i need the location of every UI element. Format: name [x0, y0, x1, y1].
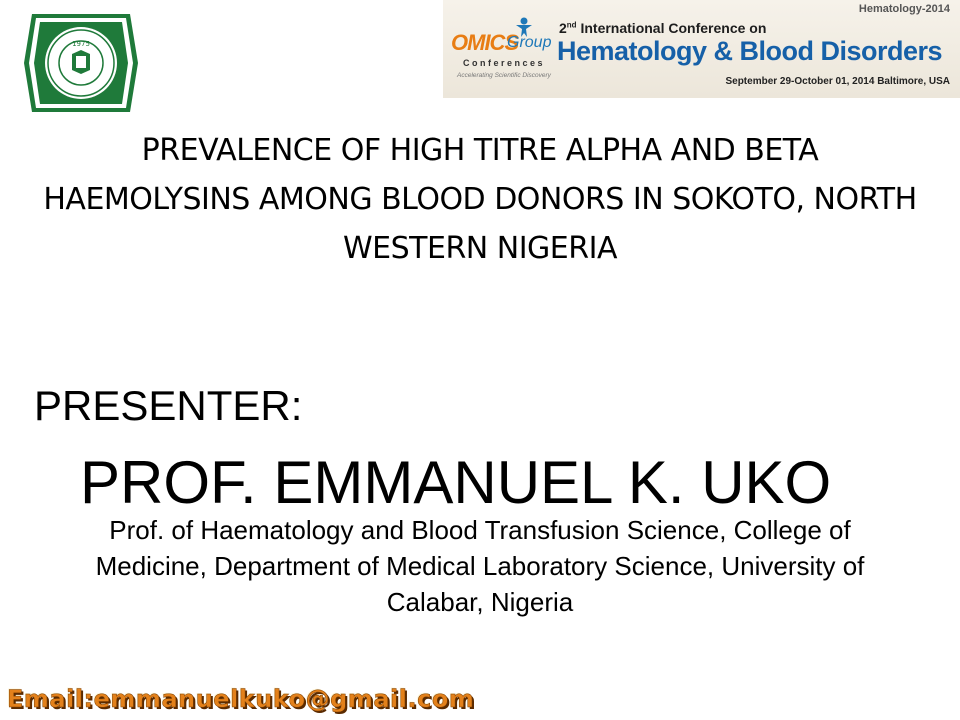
omics-logo — [451, 16, 555, 88]
presenter-email: Email:emmanuelkuko@gmail.com — [7, 685, 475, 713]
conference-name: Hematology & Blood Disorders — [557, 36, 943, 66]
presenter-name: PROF. EMMANUEL K. UKO — [80, 449, 832, 516]
conference-dates: September 29-October 01, 2014 Baltimore, USA — [725, 76, 950, 87]
omics-word: OMICS — [451, 30, 519, 55]
presenter-label: PRESENTER: — [34, 382, 303, 429]
conferences-word: Conferences — [463, 58, 546, 68]
accelerating-tagline: Accelerating Scientific Discovery — [457, 72, 551, 79]
group-word: Group — [507, 34, 552, 51]
svg-text:1975: 1975 — [72, 40, 90, 48]
presenter-affiliation: Prof. of Haematology and Blood Transfusion Science, College of Medicine, Department of Medical Laboratory Science, University of Calabar, Nigeria — [95, 515, 865, 617]
slide-title: PREVALENCE OF HIGH TITRE ALPHA AND BETA HAEMOLYSINS AMONG BLOOD DONORS IN SOKOTO, NORTH WESTERN NIGERIA — [43, 133, 917, 266]
conference-subtitle: 2nd International Conference on — [559, 20, 767, 36]
conference-banner — [443, 0, 960, 98]
university-seal-icon — [20, 10, 142, 116]
conference-tag: Hematology-2014 — [858, 3, 950, 15]
